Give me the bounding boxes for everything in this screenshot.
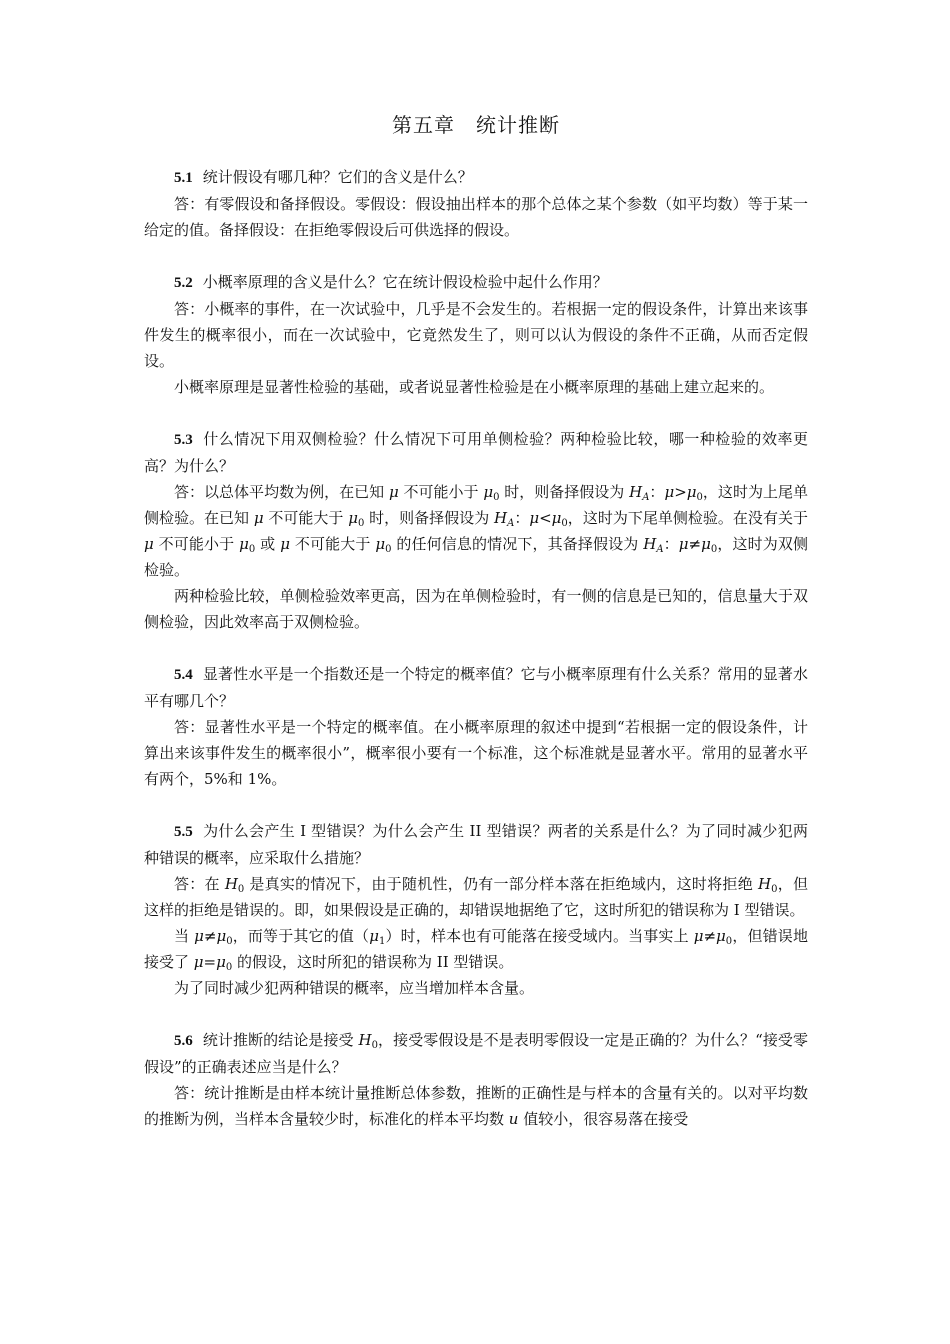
qa-5-5 xyxy=(144,818,808,1001)
question-5-3 xyxy=(144,426,808,479)
question-text: 什么情况下用双侧检验？什么情况下可用单侧检验？两种检验比较，哪一种检验的效率更高？为什么？ xyxy=(144,430,808,475)
question-5-2 xyxy=(144,269,808,296)
answer-paragraph: 为了同时减少犯两种错误的概率，应当增加样本含量。 xyxy=(174,979,535,997)
question-number: 5.3 xyxy=(174,432,193,448)
question-number: 5.1 xyxy=(174,170,193,186)
answer-paragraph: 答：在 $H_0$ 是真实的情况下，由于随机性，仍有一部分样本落在拒绝域内，这时将拒绝 $H_0$，但这样的拒绝是错误的。即，如果假设是正确的，却错误地据绝了它，这时所犯的错误称为 I 型错误。 xyxy=(144,875,808,919)
question-5-1 xyxy=(144,164,808,191)
question-number: 5.6 xyxy=(174,1033,193,1049)
answer-paragraph: 答：统计推断是由样本统计量推断总体参数，推断的正确性是与样本的含量有关的。以对平均数的推断为例，当样本含量较少时，标准化的样本平均数 u 值较小，很容易落在接受 xyxy=(144,1084,808,1128)
answer-paragraph: 当 $\mu\ne\mu_0$，而等于其它的值$(\mu_1)$时，样本也有可能落在接受域内。当事实上 $\mu\ne\mu_0$，但错误地接受了 $\mu=\mu_0$ 的假设，这时所犯的错误称为 II 型错误。 xyxy=(144,927,808,973)
question-text: 显著性水平是一个指数还是一个特定的概率值？它与小概率原理有什么关系？常用的显著水平有哪几个？ xyxy=(144,665,808,710)
question-5-5 xyxy=(144,818,808,871)
question-5-6 xyxy=(144,1027,808,1080)
qa-5-1 xyxy=(144,164,808,243)
question-text: 统计假设有哪几种？它们的含义是什么？ xyxy=(202,168,473,186)
qa-5-2 xyxy=(144,269,808,400)
answer-paragraph: 小概率原理是显著性检验的基础，或者说显著性检验是在小概率原理的基础上建立起来的。 xyxy=(174,378,775,396)
question-text: 小概率原理的含义是什么？它在统计假设检验中起什么作用？ xyxy=(202,273,608,291)
question-number: 5.4 xyxy=(174,667,193,683)
answer-paragraph: 答：显著性水平是一个特定的概率值。在小概率原理的叙述中提到“若根据一定的假设条件，计算出来该事件发生的概率很小”，概率很小要有一个标准，这个标准就是显著水平。常用的显著水平有两个，5%和 1%。 xyxy=(144,718,808,788)
document-page xyxy=(144,108,808,1132)
chapter-title: 第五章 统计推断 xyxy=(392,113,560,137)
answer-paragraph: 两种检验比较，单侧检验效率更高，因为在单侧检验时，有一侧的信息是已知的，信息量大于双侧检验，因此效率高于双侧检验。 xyxy=(144,587,808,631)
question-number: 5.5 xyxy=(174,824,193,840)
answer-paragraph: 答：小概率的事件，在一次试验中，几乎是不会发生的。若根据一定的假设条件，计算出来该事件发生的概率很小，而在一次试验中，它竟然发生了，则可以认为假设的条件不正确，从而否定假设。 xyxy=(144,300,808,370)
question-text: 为什么会产生 I 型错误？为什么会产生 II 型错误？两者的关系是什么？为了同时减少犯两种错误的概率，应采取什么措施？ xyxy=(144,822,808,867)
qa-5-6 xyxy=(144,1027,808,1132)
answer-paragraph: 答：以总体平均数为例，在已知 μ 不可能小于 $\mu_0$ 时，则备择假设为 $H_A$：$\mu>\mu_0$，这时为上尾单侧检验。在已知 μ 不可能大于 $\mu_0$ 时，则备择假设为 $H_A$：$\mu<\mu_0$，这时为下尾单侧检验。在没有关于 μ 不可能小于 $\mu_0$ 或 μ 不可能大于 $\mu_0$ 的任何信息的情况下，其备择假设为 $H_A$：$\mu\ne\mu_0$，这时为双侧检验。 xyxy=(144,483,808,579)
answer-paragraph: 答：有零假设和备择假设。零假设：假设抽出样本的那个总体之某个参数（如平均数）等于某一给定的值。备择假设：在拒绝零假设后可供选择的假设。 xyxy=(144,195,808,239)
qa-5-3 xyxy=(144,426,808,635)
question-number: 5.2 xyxy=(174,275,193,291)
question-5-4 xyxy=(144,661,808,714)
qa-5-4 xyxy=(144,661,808,792)
question-text: 统计推断的结论是接受 $H_0$，接受零假设是不是表明零假设一定是正确的？为什么？“接受零假设”的正确表述应当是什么？ xyxy=(144,1031,808,1076)
